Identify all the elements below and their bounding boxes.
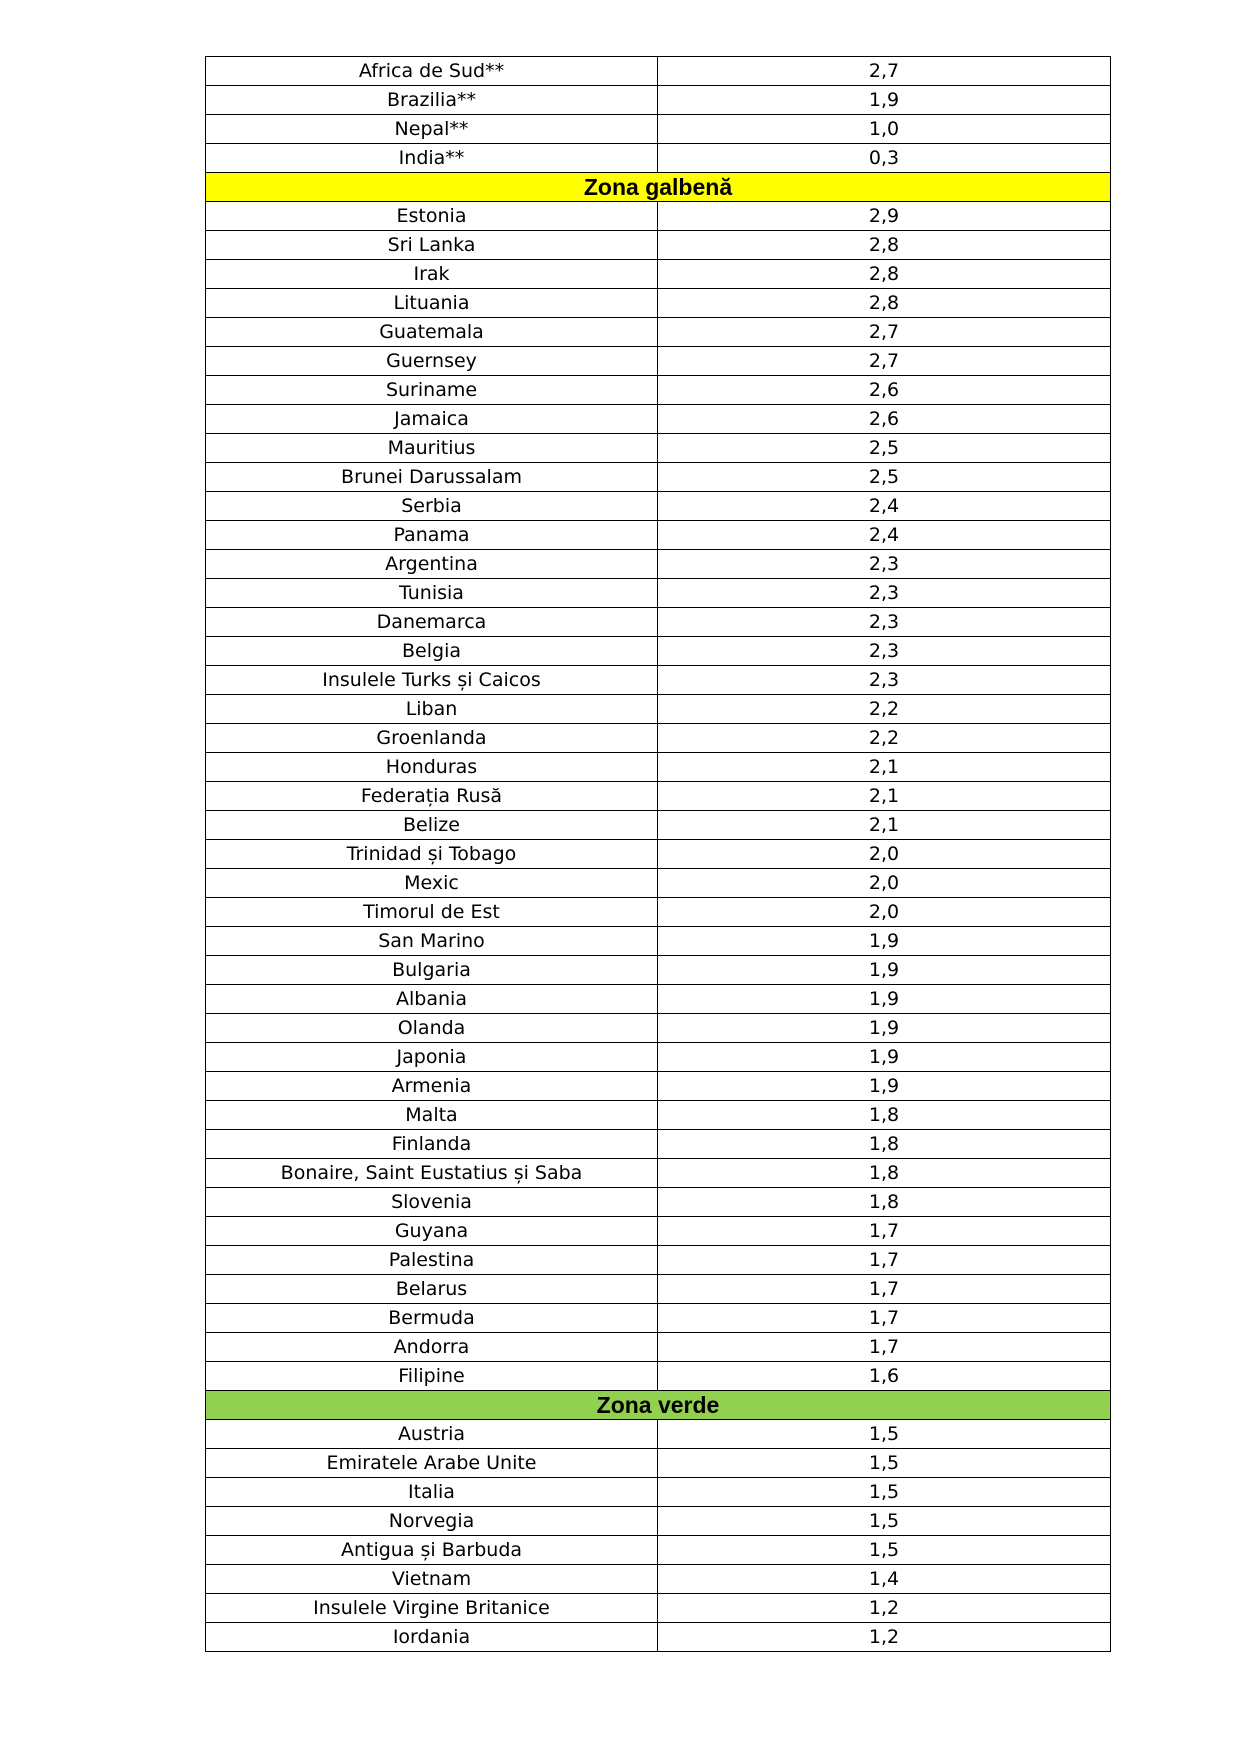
value-cell: 1,7	[658, 1275, 1111, 1304]
country-cell: Italia	[206, 1478, 658, 1507]
table-row	[206, 492, 1111, 521]
value-cell: 1,8	[658, 1159, 1111, 1188]
value-cell: 1,5	[658, 1449, 1111, 1478]
value-cell: 2,3	[658, 608, 1111, 637]
country-cell: Insulele Virgine Britanice	[206, 1594, 658, 1623]
country-cell: Bermuda	[206, 1304, 658, 1333]
country-cell: Timorul de Est	[206, 898, 658, 927]
country-cell: Belgia	[206, 637, 658, 666]
table-row	[206, 1333, 1111, 1362]
value-cell: 1,9	[658, 927, 1111, 956]
country-cell: Irak	[206, 260, 658, 289]
value-cell: 1,7	[658, 1246, 1111, 1275]
value-cell: 2,7	[658, 57, 1111, 86]
table-row	[206, 1188, 1111, 1217]
value-cell: 1,2	[658, 1623, 1111, 1652]
country-cell: Serbia	[206, 492, 658, 521]
country-cell: Honduras	[206, 753, 658, 782]
value-cell: 2,0	[658, 840, 1111, 869]
value-cell: 1,8	[658, 1130, 1111, 1159]
country-cell: Antigua și Barbuda	[206, 1536, 658, 1565]
value-cell: 2,2	[658, 724, 1111, 753]
table-row	[206, 579, 1111, 608]
table-row	[206, 1072, 1111, 1101]
zone-table-container	[205, 56, 1108, 1652]
country-cell: Mauritius	[206, 434, 658, 463]
table-row	[206, 1043, 1111, 1072]
country-cell: Tunisia	[206, 579, 658, 608]
country-cell: Sri Lanka	[206, 231, 658, 260]
country-zone-table	[205, 56, 1111, 1652]
value-cell: 1,5	[658, 1478, 1111, 1507]
value-cell: 1,9	[658, 1072, 1111, 1101]
value-cell: 2,8	[658, 260, 1111, 289]
table-row	[206, 898, 1111, 927]
value-cell: 2,0	[658, 869, 1111, 898]
value-cell: 1,8	[658, 1101, 1111, 1130]
value-cell: 2,1	[658, 811, 1111, 840]
country-cell: Suriname	[206, 376, 658, 405]
table-row	[206, 144, 1111, 173]
table-row	[206, 202, 1111, 231]
table-row	[206, 405, 1111, 434]
table-row	[206, 782, 1111, 811]
table-row	[206, 318, 1111, 347]
value-cell: 1,9	[658, 1014, 1111, 1043]
country-cell: Bulgaria	[206, 956, 658, 985]
country-cell: Belize	[206, 811, 658, 840]
country-cell: San Marino	[206, 927, 658, 956]
table-row	[206, 724, 1111, 753]
country-cell: Jamaica	[206, 405, 658, 434]
table-row	[206, 927, 1111, 956]
country-cell: Federația Rusă	[206, 782, 658, 811]
value-cell: 2,7	[658, 318, 1111, 347]
table-row	[206, 521, 1111, 550]
zone-table-body	[206, 57, 1111, 1652]
country-cell: Groenlanda	[206, 724, 658, 753]
country-cell: Bonaire, Saint Eustatius și Saba	[206, 1159, 658, 1188]
table-row	[206, 376, 1111, 405]
table-row	[206, 1246, 1111, 1275]
country-cell: Panama	[206, 521, 658, 550]
table-row	[206, 1159, 1111, 1188]
country-cell: Malta	[206, 1101, 658, 1130]
table-row	[206, 811, 1111, 840]
country-cell: Mexic	[206, 869, 658, 898]
table-row	[206, 1217, 1111, 1246]
value-cell: 1,7	[658, 1333, 1111, 1362]
country-cell: Guatemala	[206, 318, 658, 347]
country-cell: Nepal**	[206, 115, 658, 144]
table-row	[206, 289, 1111, 318]
value-cell: 2,1	[658, 753, 1111, 782]
value-cell: 2,3	[658, 579, 1111, 608]
table-row	[206, 1420, 1111, 1449]
table-row	[206, 1449, 1111, 1478]
country-cell: Albania	[206, 985, 658, 1014]
value-cell: 2,2	[658, 695, 1111, 724]
table-row	[206, 840, 1111, 869]
country-cell: Estonia	[206, 202, 658, 231]
country-cell: Lituania	[206, 289, 658, 318]
country-cell: Liban	[206, 695, 658, 724]
table-row	[206, 1536, 1111, 1565]
country-cell: Argentina	[206, 550, 658, 579]
table-row	[206, 57, 1111, 86]
zone-header-label: Zona verde	[206, 1391, 1111, 1420]
table-row	[206, 608, 1111, 637]
country-cell: Guernsey	[206, 347, 658, 376]
table-row	[206, 1594, 1111, 1623]
table-row	[206, 753, 1111, 782]
value-cell: 1,4	[658, 1565, 1111, 1594]
value-cell: 1,5	[658, 1420, 1111, 1449]
country-cell: Africa de Sud**	[206, 57, 658, 86]
country-cell: Iordania	[206, 1623, 658, 1652]
zone-header-row	[206, 173, 1111, 202]
value-cell: 2,5	[658, 434, 1111, 463]
table-row	[206, 1565, 1111, 1594]
table-row	[206, 347, 1111, 376]
table-row	[206, 260, 1111, 289]
value-cell: 2,7	[658, 347, 1111, 376]
country-cell: Filipine	[206, 1362, 658, 1391]
value-cell: 2,5	[658, 463, 1111, 492]
table-row	[206, 1478, 1111, 1507]
value-cell: 1,2	[658, 1594, 1111, 1623]
value-cell: 2,8	[658, 289, 1111, 318]
value-cell: 1,6	[658, 1362, 1111, 1391]
value-cell: 1,7	[658, 1304, 1111, 1333]
table-row	[206, 1130, 1111, 1159]
country-cell: Guyana	[206, 1217, 658, 1246]
value-cell: 2,8	[658, 231, 1111, 260]
value-cell: 1,5	[658, 1536, 1111, 1565]
country-cell: Emiratele Arabe Unite	[206, 1449, 658, 1478]
table-row	[206, 869, 1111, 898]
table-row	[206, 637, 1111, 666]
country-cell: Norvegia	[206, 1507, 658, 1536]
value-cell: 1,9	[658, 1043, 1111, 1072]
country-cell: Danemarca	[206, 608, 658, 637]
table-row	[206, 666, 1111, 695]
table-row	[206, 1362, 1111, 1391]
country-cell: Brazilia**	[206, 86, 658, 115]
value-cell: 1,9	[658, 985, 1111, 1014]
table-row	[206, 550, 1111, 579]
table-row	[206, 1507, 1111, 1536]
value-cell: 2,4	[658, 492, 1111, 521]
country-cell: Insulele Turks și Caicos	[206, 666, 658, 695]
country-cell: Brunei Darussalam	[206, 463, 658, 492]
table-row	[206, 695, 1111, 724]
value-cell: 2,0	[658, 898, 1111, 927]
country-cell: Trinidad și Tobago	[206, 840, 658, 869]
country-cell: Palestina	[206, 1246, 658, 1275]
table-row	[206, 956, 1111, 985]
value-cell: 2,6	[658, 405, 1111, 434]
value-cell: 1,5	[658, 1507, 1111, 1536]
country-cell: India**	[206, 144, 658, 173]
zone-header-label: Zona galbenă	[206, 173, 1111, 202]
country-cell: Slovenia	[206, 1188, 658, 1217]
table-row	[206, 1101, 1111, 1130]
table-row	[206, 1014, 1111, 1043]
table-row	[206, 985, 1111, 1014]
table-row	[206, 1304, 1111, 1333]
country-cell: Finlanda	[206, 1130, 658, 1159]
table-row	[206, 115, 1111, 144]
value-cell: 2,3	[658, 637, 1111, 666]
zone-header-row	[206, 1391, 1111, 1420]
value-cell: 2,4	[658, 521, 1111, 550]
value-cell: 1,7	[658, 1217, 1111, 1246]
table-row	[206, 463, 1111, 492]
table-row	[206, 1275, 1111, 1304]
value-cell: 2,3	[658, 666, 1111, 695]
value-cell: 2,3	[658, 550, 1111, 579]
value-cell: 1,0	[658, 115, 1111, 144]
table-row	[206, 231, 1111, 260]
value-cell: 1,9	[658, 956, 1111, 985]
country-cell: Belarus	[206, 1275, 658, 1304]
country-cell: Austria	[206, 1420, 658, 1449]
value-cell: 1,9	[658, 86, 1111, 115]
country-cell: Japonia	[206, 1043, 658, 1072]
value-cell: 1,8	[658, 1188, 1111, 1217]
value-cell: 2,1	[658, 782, 1111, 811]
value-cell: 0,3	[658, 144, 1111, 173]
country-cell: Andorra	[206, 1333, 658, 1362]
country-cell: Olanda	[206, 1014, 658, 1043]
table-row	[206, 1623, 1111, 1652]
value-cell: 2,6	[658, 376, 1111, 405]
country-cell: Armenia	[206, 1072, 658, 1101]
table-row	[206, 434, 1111, 463]
table-row	[206, 86, 1111, 115]
value-cell: 2,9	[658, 202, 1111, 231]
country-cell: Vietnam	[206, 1565, 658, 1594]
